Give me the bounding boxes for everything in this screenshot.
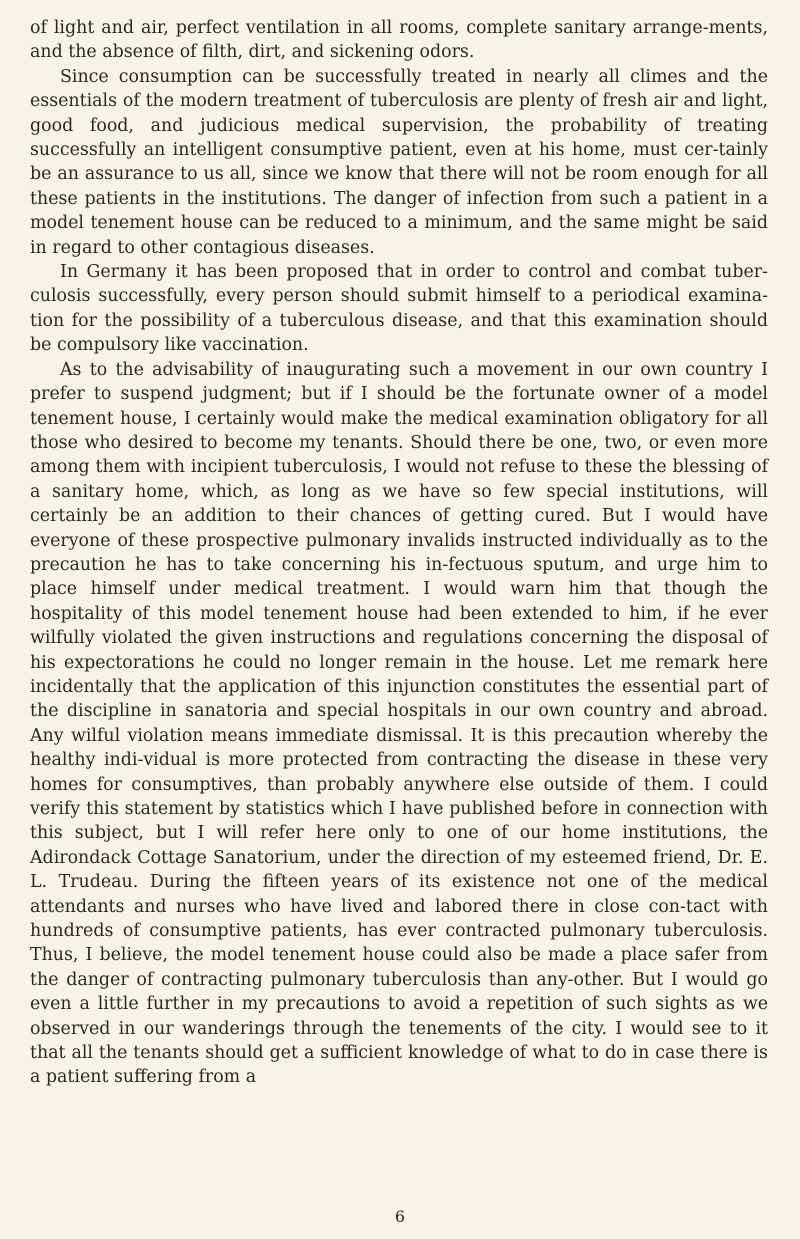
paragraph-advisability: As to the advisability of inaugurating such a movement in our own country I prefer to suspend judgment; but if I should be the fortunate owner of a model tenement house, I certainly would make the medical examination obligatory for all those who desired to become my tenants. Should there be one, two, or even more among them with incipient tuberculosis, I would not refuse to these the blessing of a sanitary home, which, as long as we have so few special institutions, will certainly be an addition to their chances of getting cured. But I would have everyone of these prospective pulmonary invalids instructed individually as to the precaution he has to take concerning his in-fectuous sputum, and urge him to place himself under medical treatment. I would warn him that though the hospitality of this model tenement house had been extended to him, if he ever wilfully violated the given instructions and regulations concerning the disposal of his expectorations he could no longer remain in the house. Let me remark here incidentally that the application of this injunction constitutes the essential part of the discipline in sanatoria and special hospitals in our own country and abroad. Any wilful violation means immediate dismissal. It is this precaution whereby the healthy indi-vidual is more protected from contracting the disease in these very homes for consumptives, than probably anywhere else outside of them. I could verify this statement by statistics which I have published before in connection with this subject, but I will refer here only to one of our home institutions, the Adirondack Cottage Sanatorium, under the direction of my esteemed friend, Dr. E. L. Trudeau. During the fifteen years of its existence not one of the medical attendants and nurses who have lived and labored there in close con-tact with hundreds of consumptive patients, has ever contracted pulmonary tuberculosis. Thus, I believe, the model tenement house could also be made a place safer from the danger of contracting pulmonary tuberculosis than any-other. But I would go even a little further in my precautions to avoid a repetition of such sights as we observed in our wanderings through the tenements of the city. I would see to it that all the tenants should get a sufficient knowledge of what to do in case there is a patient suffering from a	[30, 359, 768, 1088]
page-number: 6	[394, 1207, 406, 1226]
paragraph-consumption-treatment: Since consumption can be successfully treated in nearly all climes and the essentials of the modern treatment of tuberculosis are plenty of fresh air and light, good food, and judicious medical supervision, the probability of treating successfully an intelligent consumptive patient, even at his home, must cer-tainly be an assurance to us all, since we know that there will not be room enough for all these patients in the institutions. The danger of infection from such a patient in a model tenement house can be reduced to a minimum, and the same might be said in regard to other contagious diseases.	[30, 66, 768, 258]
page-body	[30, 16, 768, 1090]
paragraph-germany-proposal: In Germany it has been proposed that in order to control and combat tuber-culosis successfully, every person should submit himself to a periodical examina-tion for the possibility of a tuberculous disease, and that this examination should be compulsory like vaccination.	[30, 262, 768, 356]
paragraph-continuation: of light and air, perfect ventilation in all rooms, complete sanitary arrange-ments, and the absence of filth, dirt, and sickening odors.	[30, 18, 768, 63]
